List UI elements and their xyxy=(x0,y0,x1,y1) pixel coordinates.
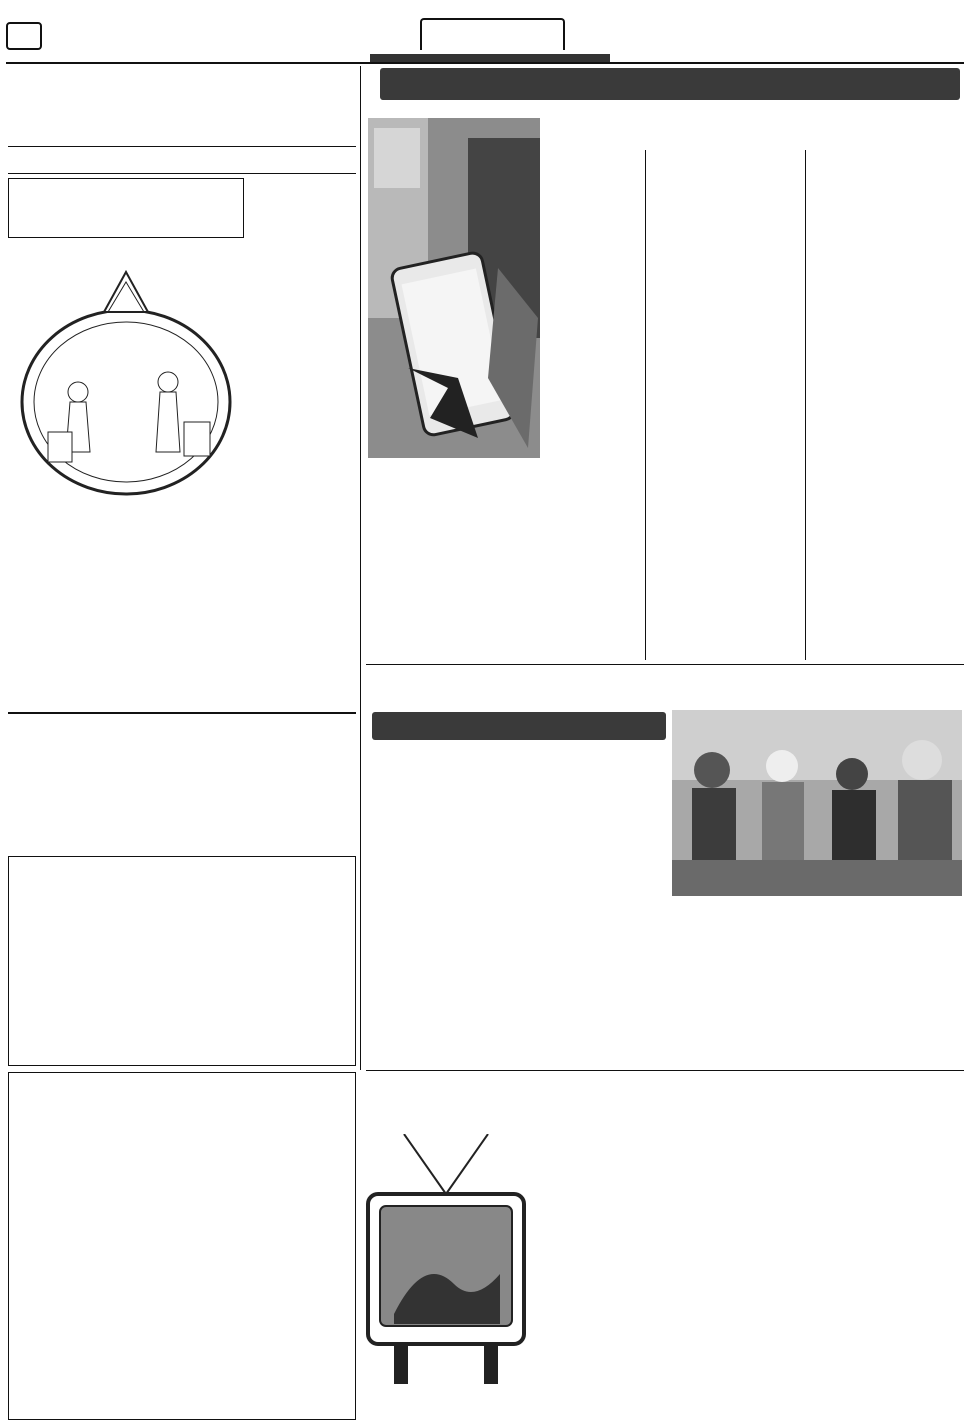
notice-2-agenda xyxy=(9,1151,355,1159)
notice-1 xyxy=(8,856,356,1066)
report-photo-art xyxy=(368,118,540,458)
population-body-mid-1 xyxy=(372,896,666,1066)
report-column-2 xyxy=(650,150,800,660)
ring-illustration xyxy=(8,242,244,502)
notice-2-body xyxy=(9,1079,355,1151)
population-body-top xyxy=(372,744,666,894)
notice-2-address xyxy=(9,1159,355,1167)
tv-drawing xyxy=(364,1134,528,1418)
elderly-men-photo xyxy=(672,710,962,896)
sidebar-lead-box xyxy=(8,178,244,238)
report-column-1 xyxy=(810,150,960,660)
sidebar-body-1 xyxy=(248,178,356,438)
notice-1-body xyxy=(9,861,355,959)
population-photo xyxy=(672,710,962,896)
report-headline xyxy=(560,104,960,148)
sidebar-lead xyxy=(9,179,243,185)
sidebar-col-b xyxy=(133,70,243,142)
media-body-1 xyxy=(770,1136,962,1420)
sidebar-body-3 xyxy=(8,505,128,705)
section-tab xyxy=(420,18,565,50)
report-bottom-rule xyxy=(366,664,964,665)
masthead-rule xyxy=(6,62,964,64)
newspaper-logo xyxy=(844,0,962,58)
report-kicker-bar xyxy=(380,68,960,100)
sidebar-body-4 xyxy=(248,595,356,705)
ad-body xyxy=(8,718,356,828)
english-name-bar xyxy=(370,54,610,62)
population-headline xyxy=(368,666,962,710)
population-body-bottom xyxy=(672,920,962,1070)
sidebar-headline xyxy=(8,146,356,174)
ad-box xyxy=(8,712,356,852)
population-subhead-bar xyxy=(372,712,666,740)
media-body-3 xyxy=(530,1136,558,1420)
masthead xyxy=(0,0,970,62)
notice-2-footer xyxy=(9,1171,355,1289)
sidebar-top-text xyxy=(8,70,128,142)
sidebar-body-1b xyxy=(248,440,356,590)
population-bottom-rule xyxy=(366,1070,964,1071)
report-photo xyxy=(368,118,540,458)
sidebar-illustration xyxy=(8,242,244,502)
sidebar-col-c xyxy=(248,70,356,142)
media-headline xyxy=(340,1076,960,1130)
sidebar-body-2 xyxy=(133,505,243,705)
notice-2 xyxy=(8,1072,356,1420)
media-body-2 xyxy=(560,1136,765,1420)
report-column-3b xyxy=(498,460,640,660)
page-number xyxy=(6,22,42,50)
tv-illustration xyxy=(364,1134,528,1418)
